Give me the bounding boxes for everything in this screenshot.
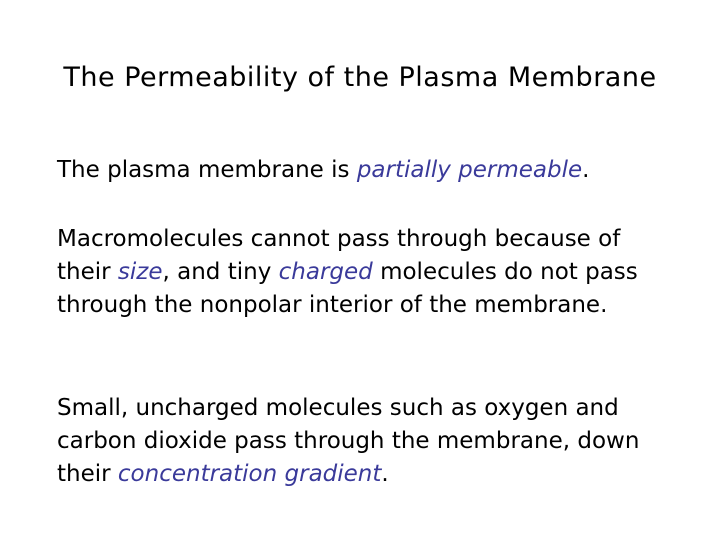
text-run: .	[582, 157, 590, 183]
paragraph-macromolecules	[57, 223, 677, 322]
emphasis-partially-permeable: partially permeable	[356, 157, 583, 183]
paragraph-small-uncharged	[57, 392, 677, 491]
text-run: The plasma membrane is	[57, 157, 357, 183]
emphasis-size: size	[117, 259, 163, 285]
text-run: Small, uncharged molecules such as oxygen and carbon dioxide pass through the membrane, down their	[57, 395, 640, 487]
text-run: , and tiny	[162, 259, 279, 285]
emphasis-concentration-gradient: concentration gradient	[117, 461, 382, 487]
slide-title: The Permeability of the Plasma Membrane	[63, 62, 657, 93]
emphasis-charged: charged	[278, 259, 373, 285]
text-run: molecules do not pass through the nonpolar interior of the membrane.	[57, 259, 638, 318]
paragraph-partially-permeable	[57, 154, 677, 187]
text-run: Macromolecules cannot pass through because of their	[57, 226, 621, 285]
text-run: .	[381, 461, 389, 487]
